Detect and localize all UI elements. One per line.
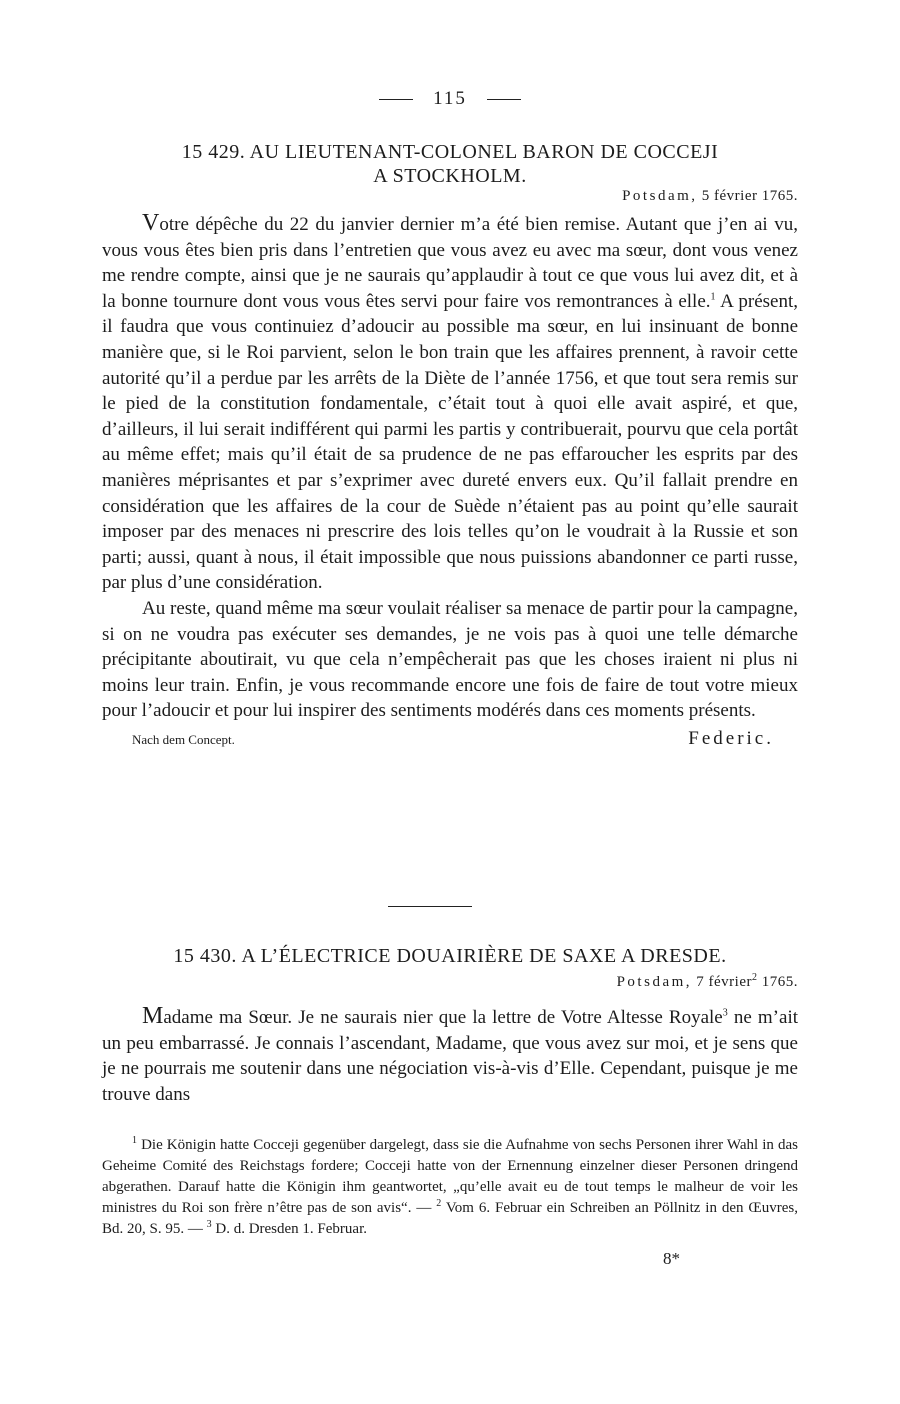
- footnotes: [102, 1135, 798, 1269]
- page-header: [102, 88, 798, 110]
- dateline: [102, 974, 798, 991]
- letter-15429-heading: [102, 140, 798, 205]
- paragraph: [102, 211, 798, 596]
- footnote-mark: 3: [206, 1219, 212, 1230]
- closing-row: [102, 726, 798, 753]
- dateline: [102, 188, 798, 205]
- paragraph-text: ne m’ait un peu embarrassé. Je connais l’ascendant, Madame, que vous avez sur moi, et je sens que je ne pourrais me soutenir dans une négociation vis-à-vis d’Elle. Cependant, puisque je me trouve dans: [102, 1007, 799, 1105]
- paragraph-text: otre dépêche du 22 du janvier dernier m’a été bien remise. Autant que j’en ai vu, vous vous êtes bien pris dans l’entretien que vous avez eu avec ma sœur, dont vous venez me rendre compte, ainsi que je ne saurais qu’applaudir à tout ce que vous lui avez dit, et à la bonne tournure dont vous vous êtes servi pour faire vos remontrances à elle.: [102, 214, 798, 312]
- letter-15430-body: [102, 1004, 798, 1107]
- header-rule-right: [487, 99, 521, 100]
- footnote-ref: 3: [722, 1007, 728, 1019]
- footnote: [102, 1135, 798, 1240]
- footnote-mark: 1: [132, 1135, 137, 1146]
- footnote-mark: 2: [436, 1198, 442, 1209]
- dateline-year: 1765.: [757, 974, 798, 990]
- paragraph-text: adame ma Sœur. Je ne saurais nier que la lettre de Votre Altesse Royale: [163, 1007, 723, 1028]
- paragraph-text: A présent, il faudra que vous continuiez d’adoucir au possible ma sœur, en lui insinuant de bonne manière que, si le Roi parvient, selon le bon train que les affaires prennent, à ravoir cette autorité qu’il a perdue par les arrêts de la Diète de l’année 1756, et que tout sera remis sur le pied de la constitution fondamentale, c’était tout à quoi elle avait aspiré, et que, d’ailleurs, il lui serait indifférent qui parmi les partis y contribuerait, pourvu que cela portât au même effet; mais qu’il était de sa prudence de ne pas effaroucher les esprits par des manières méprisantes et par s’exprimer avec dureté envers eux. Qu’il fallait prendre en considération que les affaires de la cour de Suède n’étaient pas au point qu’elle saurait imposer par des menaces ni prescrire des lois telles qu’on le voudrait à la Russie et son parti; aussi, quant à nous, il était impossible que nous puissions abandonner ce parti russe, par plus d’une considération.: [102, 290, 798, 594]
- footnote-ref: 1: [710, 291, 716, 303]
- signature: Federic.: [688, 727, 774, 749]
- section-divider: [388, 906, 472, 907]
- footnote-text: Vom 6. Februar ein Schreiben an Pöllnitz in den Œuvres, Bd. 20, S. 95. —: [102, 1200, 799, 1237]
- dateline-place: Potsdam,: [622, 188, 698, 204]
- dateline-date: 7 février: [696, 974, 752, 990]
- header-rule-left: [379, 99, 413, 100]
- drop-capital: V: [142, 210, 160, 236]
- printer-signature-mark: 8*: [663, 1249, 680, 1268]
- letter-title: 15 429. AU LIEUTENANT-COLONEL BARON DE COCCEJI: [181, 141, 719, 163]
- letter-title-line-2: A STOCKHOLM.: [373, 165, 527, 187]
- paragraph: [102, 1004, 798, 1107]
- letter-title: 15 430. A L’ÉLECTRICE DOUAIRIÈRE DE SAXE A DRESDE.: [173, 945, 727, 967]
- letter-15429-body: [102, 211, 798, 752]
- footnote-text: Die Königin hatte Cocceji gegenüber dargelegt, dass sie die Aufnahme von sechs Personen ihrer Wahl in das Geheime Comité des Reichstags fordere; Cocceji hatte von der Ernennung einzelner dieser Personen dringend abgerathen. Darauf hatte die Königin ihm geantwortet, „qu’elle avait eu de tout temps le malheur de voir les ministres du Roi son frère n’être pas de son avis“. —: [102, 1137, 798, 1216]
- footnote-text: D. d. Dresden 1. Februar.: [211, 1221, 367, 1237]
- letter-15430-heading: [102, 944, 798, 991]
- drop-capital: M: [142, 1003, 164, 1029]
- paragraph: Au reste, quand même ma sœur voulait réaliser sa menace de partir pour la campagne, si on ne voudra pas exécuter ses demandes, je ne vois pas à quoi une telle démarche précipitante aboutirait, vu que cela n’empêcherait pas que les choses iraient ni plus ni moins leur train. Enfin, je vous recommande encore une fois de faire de tout votre mieux pour l’adoucir et pour lui inspirer des sentiments modérés dans ces moments présents.: [102, 597, 798, 722]
- dateline-place: Potsdam,: [616, 974, 693, 990]
- footnote-ref: 2: [752, 972, 758, 983]
- dateline-date: 5 février 1765.: [701, 188, 798, 204]
- source-note: Nach dem Concept.: [132, 731, 235, 747]
- page-number: 115: [433, 88, 467, 109]
